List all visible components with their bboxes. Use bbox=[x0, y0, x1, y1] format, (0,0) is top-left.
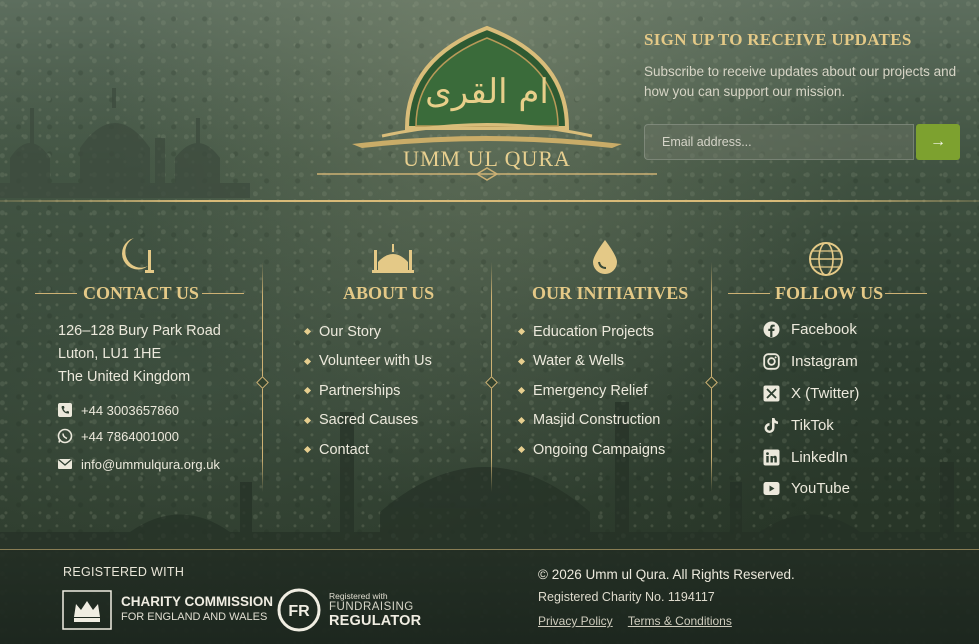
fundraising-regulator-logo-icon[interactable] bbox=[277, 588, 321, 632]
diamond-bullet-icon bbox=[518, 387, 525, 394]
about-links bbox=[305, 317, 432, 465]
social-label: LinkedIn bbox=[791, 448, 848, 466]
instagram-icon bbox=[763, 353, 780, 370]
follow-title: FOLLOW US bbox=[775, 283, 884, 303]
initiative-link[interactable] bbox=[519, 406, 665, 436]
social-label: X (Twitter) bbox=[791, 384, 860, 402]
title-ornament-line bbox=[35, 293, 77, 294]
linkedin-icon bbox=[763, 449, 780, 466]
diamond-bullet-icon bbox=[518, 417, 525, 424]
contact-address bbox=[58, 320, 221, 389]
svg-text:FR: FR bbox=[288, 603, 310, 620]
contact-phone[interactable] bbox=[57, 402, 179, 418]
header-divider bbox=[0, 200, 979, 202]
initiatives-links bbox=[519, 317, 665, 465]
signup-description: Subscribe to receive updates about our projects and how you can support our mission. bbox=[644, 64, 957, 99]
diamond-bullet-icon bbox=[518, 446, 525, 453]
whatsapp-number: +44 7864001000 bbox=[81, 428, 179, 444]
umm-ul-qura-logo[interactable] bbox=[312, 18, 662, 188]
signup-section bbox=[644, 30, 964, 102]
legal-links bbox=[538, 614, 744, 628]
about-link[interactable] bbox=[305, 317, 432, 347]
social-link-facebook[interactable] bbox=[763, 314, 859, 346]
social-label: YouTube bbox=[791, 480, 850, 498]
registered-with-label: REGISTERED WITH bbox=[63, 565, 185, 579]
social-label: TikTok bbox=[791, 416, 834, 434]
about-link[interactable] bbox=[305, 406, 432, 436]
terms-link[interactable]: Terms & Conditions bbox=[627, 614, 732, 628]
mosque-skyline-left bbox=[0, 88, 250, 198]
about-link-label: Partnerships bbox=[319, 382, 401, 399]
copyright-text: © 2026 Umm ul Qura. All Rights Reserved. bbox=[538, 567, 795, 582]
title-ornament-line bbox=[885, 293, 927, 294]
initiative-link[interactable] bbox=[519, 435, 665, 465]
social-label: Facebook bbox=[791, 321, 857, 339]
address-line: The United Kingdom bbox=[58, 369, 191, 385]
fundraising-registered-with: Registered with bbox=[329, 591, 388, 601]
about-link-label: Our Story bbox=[319, 323, 382, 340]
diamond-bullet-icon bbox=[518, 328, 525, 335]
address-line: Luton, LU1 1HE bbox=[58, 346, 162, 362]
mosque-icon bbox=[372, 242, 414, 274]
initiative-link[interactable] bbox=[519, 347, 665, 377]
crescent-moon-icon bbox=[118, 236, 160, 274]
social-link-youtube[interactable] bbox=[763, 473, 859, 505]
logo-wordmark: UMM UL QURA bbox=[403, 146, 571, 171]
newsletter-form bbox=[644, 124, 960, 162]
footer-bottom-divider bbox=[0, 549, 979, 550]
facebook-icon bbox=[763, 321, 780, 338]
diamond-bullet-icon bbox=[304, 328, 311, 335]
contact-title: CONTACT US bbox=[83, 283, 199, 303]
privacy-policy-link[interactable]: Privacy Policy bbox=[538, 614, 613, 628]
svg-text:ام القرى: ام القرى bbox=[425, 72, 549, 112]
initiative-link-label: Water & Wells bbox=[533, 353, 625, 370]
about-link[interactable] bbox=[305, 435, 432, 465]
diamond-bullet-icon bbox=[304, 417, 311, 424]
tiktok-icon bbox=[763, 417, 780, 434]
initiative-link-label: Ongoing Campaigns bbox=[533, 441, 666, 458]
mail-icon bbox=[57, 456, 73, 472]
diamond-bullet-icon bbox=[304, 358, 311, 365]
charity-commission-crest-icon[interactable] bbox=[62, 590, 112, 630]
social-links bbox=[763, 314, 859, 505]
social-link-linkedin[interactable] bbox=[763, 441, 859, 473]
initiative-link-label: Education Projects bbox=[533, 323, 654, 340]
initiatives-title: OUR INITIATIVES bbox=[532, 283, 689, 303]
title-ornament-line bbox=[202, 293, 244, 294]
initiative-link-label: Emergency Relief bbox=[533, 382, 648, 399]
about-link[interactable] bbox=[305, 347, 432, 377]
social-link-x[interactable] bbox=[763, 378, 859, 410]
contact-whatsapp[interactable] bbox=[57, 428, 179, 444]
initiative-link[interactable] bbox=[519, 317, 665, 347]
social-link-instagram[interactable] bbox=[763, 346, 859, 378]
email-address: info@ummulqura.org.uk bbox=[81, 456, 220, 472]
regulator-label: REGULATOR bbox=[329, 613, 422, 629]
about-link-label: Volunteer with Us bbox=[319, 353, 432, 370]
youtube-icon bbox=[763, 480, 780, 497]
whatsapp-icon bbox=[57, 428, 73, 444]
initiative-link-label: Masjid Construction bbox=[533, 412, 661, 429]
title-ornament-line bbox=[728, 293, 770, 294]
about-link-label: Sacred Causes bbox=[319, 412, 419, 429]
signup-title: SIGN UP TO RECEIVE UPDATES bbox=[644, 30, 912, 49]
phone-icon bbox=[57, 402, 73, 418]
address-line: 126–128 Bury Park Road bbox=[58, 323, 221, 339]
phone-number: +44 3003657860 bbox=[81, 402, 179, 418]
globe-icon bbox=[808, 241, 844, 277]
x-icon bbox=[763, 385, 780, 402]
contact-email[interactable] bbox=[57, 456, 220, 472]
social-link-tiktok[interactable] bbox=[763, 409, 859, 441]
fundraising-label: FUNDRAISING bbox=[329, 601, 414, 613]
charity-commission-name: CHARITY COMMISSION bbox=[121, 594, 274, 609]
charity-commission-subtitle: FOR ENGLAND AND WALES bbox=[121, 611, 268, 623]
charity-number: Registered Charity No. 1194117 bbox=[538, 590, 715, 604]
email-input[interactable] bbox=[644, 124, 914, 160]
about-title: ABOUT US bbox=[343, 283, 435, 303]
diamond-bullet-icon bbox=[304, 446, 311, 453]
subscribe-button[interactable]: → bbox=[916, 124, 960, 160]
about-link[interactable] bbox=[305, 376, 432, 406]
initiative-link[interactable] bbox=[519, 376, 665, 406]
diamond-bullet-icon bbox=[304, 387, 311, 394]
diamond-bullet-icon bbox=[518, 358, 525, 365]
water-drop-icon bbox=[590, 238, 620, 274]
about-link-label: Contact bbox=[319, 441, 369, 458]
social-label: Instagram bbox=[791, 353, 858, 371]
